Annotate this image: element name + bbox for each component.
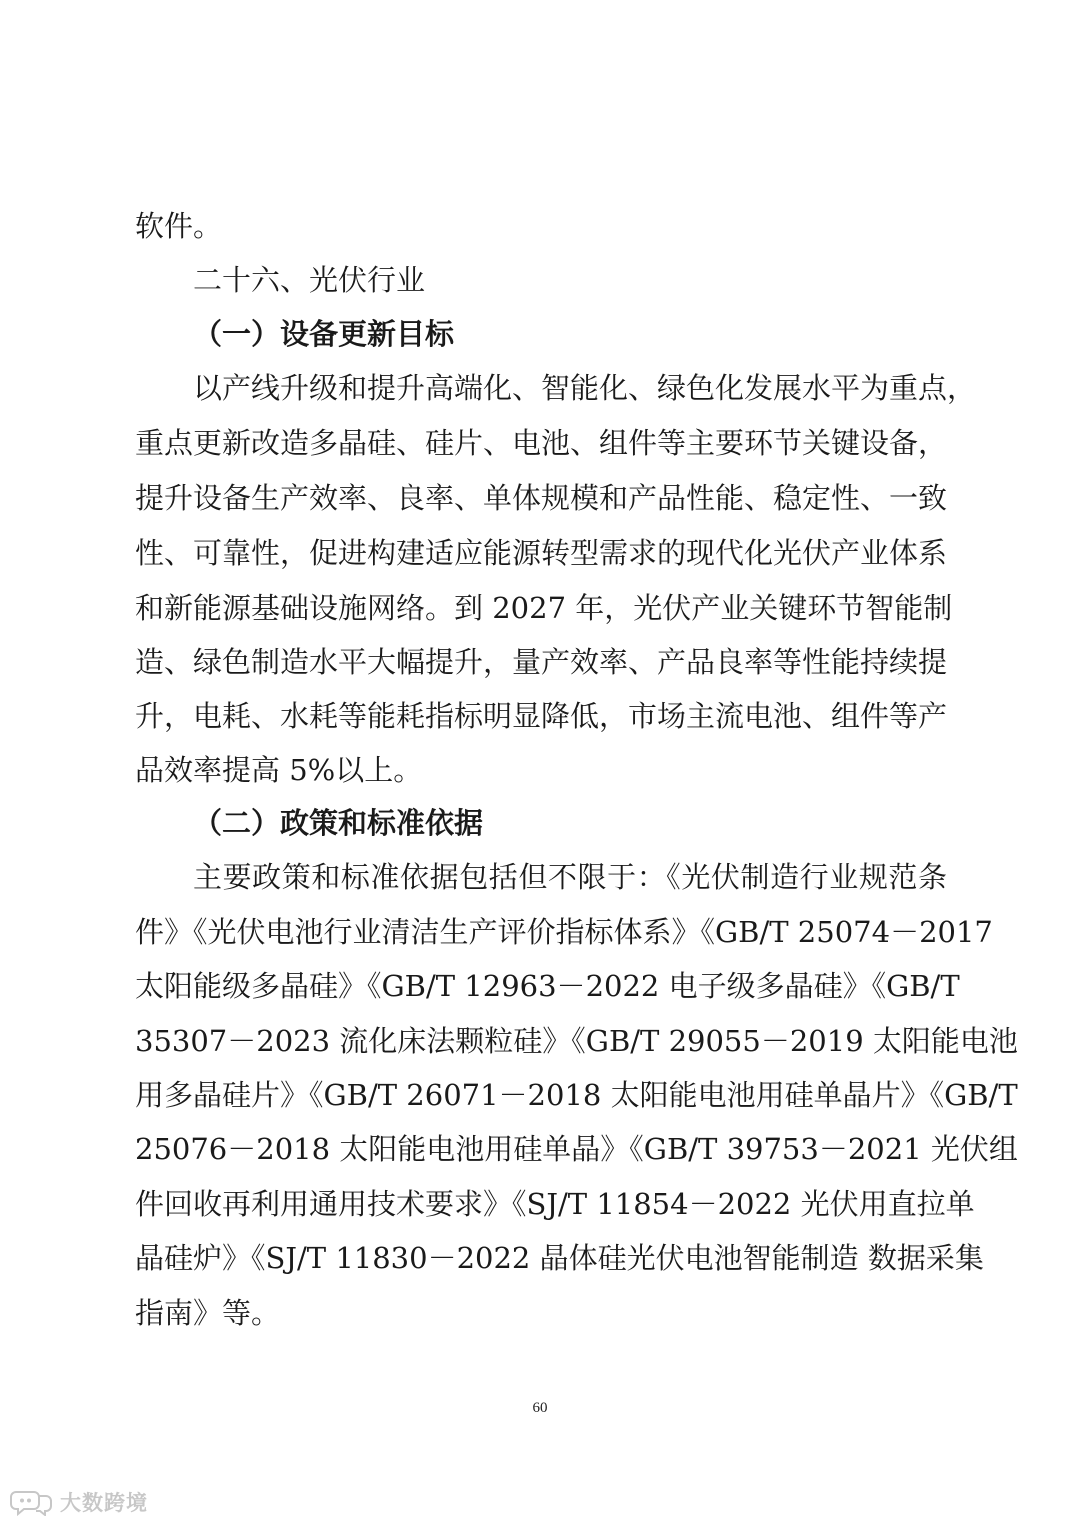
body-line: 件》《光伏电池行业清洁生产评价指标体系》《GB/T 25074－2017 xyxy=(135,915,993,949)
body-line: 用多晶硅片》《GB/T 26071－2018 太阳能电池用硅单晶片》《GB/T xyxy=(135,1078,1018,1112)
body-line: 25076－2018 太阳能电池用硅单晶》《GB/T 39753－2021 光伏组 xyxy=(135,1132,1018,1166)
body-line: 以产线升级和提升高端化、智能化、绿色化发展水平为重点， xyxy=(193,371,977,405)
subsection-heading-2: （二）政策和标准依据 xyxy=(193,806,484,840)
watermark-text: 大数跨境 xyxy=(60,1491,148,1515)
body-line: 和新能源基础设施网络。到 2027 年，光伏产业关键环节智能制 xyxy=(135,591,953,625)
body-line: 升，电耗、水耗等能耗指标明显降低，市场主流电池、组件等产 xyxy=(135,699,948,733)
body-line: 太阳能级多晶硅》《GB/T 12963－2022 电子级多晶硅》《GB/T xyxy=(135,969,960,1003)
subsection-heading-1: （一）设备更新目标 xyxy=(193,317,455,351)
body-line: 指南》等。 xyxy=(135,1296,281,1330)
chat-bubble-logo-icon xyxy=(10,1488,54,1516)
body-line: 重点更新改造多晶硅、硅片、电池、组件等主要环节关键设备， xyxy=(135,426,948,460)
page-number: 60 xyxy=(532,1400,548,1416)
body-line: 35307－2023 流化床法颗粒硅》《GB/T 29055－2019 太阳能电池 xyxy=(135,1024,1018,1058)
body-line: 品效率提高 5%以上。 xyxy=(135,753,423,787)
body-line: 提升设备生产效率、良率、单体规模和产品性能、稳定性、一致 xyxy=(135,481,948,515)
body-line: 件回收再利用通用技术要求》《SJ/T 11854－2022 光伏用直拉单 xyxy=(135,1187,975,1221)
body-line: 性、可靠性，促进构建适应能源转型需求的现代化光伏产业体系 xyxy=(135,536,948,570)
body-line: 造、绿色制造水平大幅提升，量产效率、产品良率等性能持续提 xyxy=(135,645,948,679)
body-line: 主要政策和标准依据包括但不限于：《光伏制造行业规范条 xyxy=(193,860,947,894)
body-line: 晶硅炉》《SJ/T 11830－2022 晶体硅光伏电池智能制造 数据采集 xyxy=(135,1241,984,1275)
watermark xyxy=(10,1486,148,1518)
body-line: 软件。 xyxy=(135,209,223,243)
section-heading: 二十六、光伏行业 xyxy=(193,263,426,297)
